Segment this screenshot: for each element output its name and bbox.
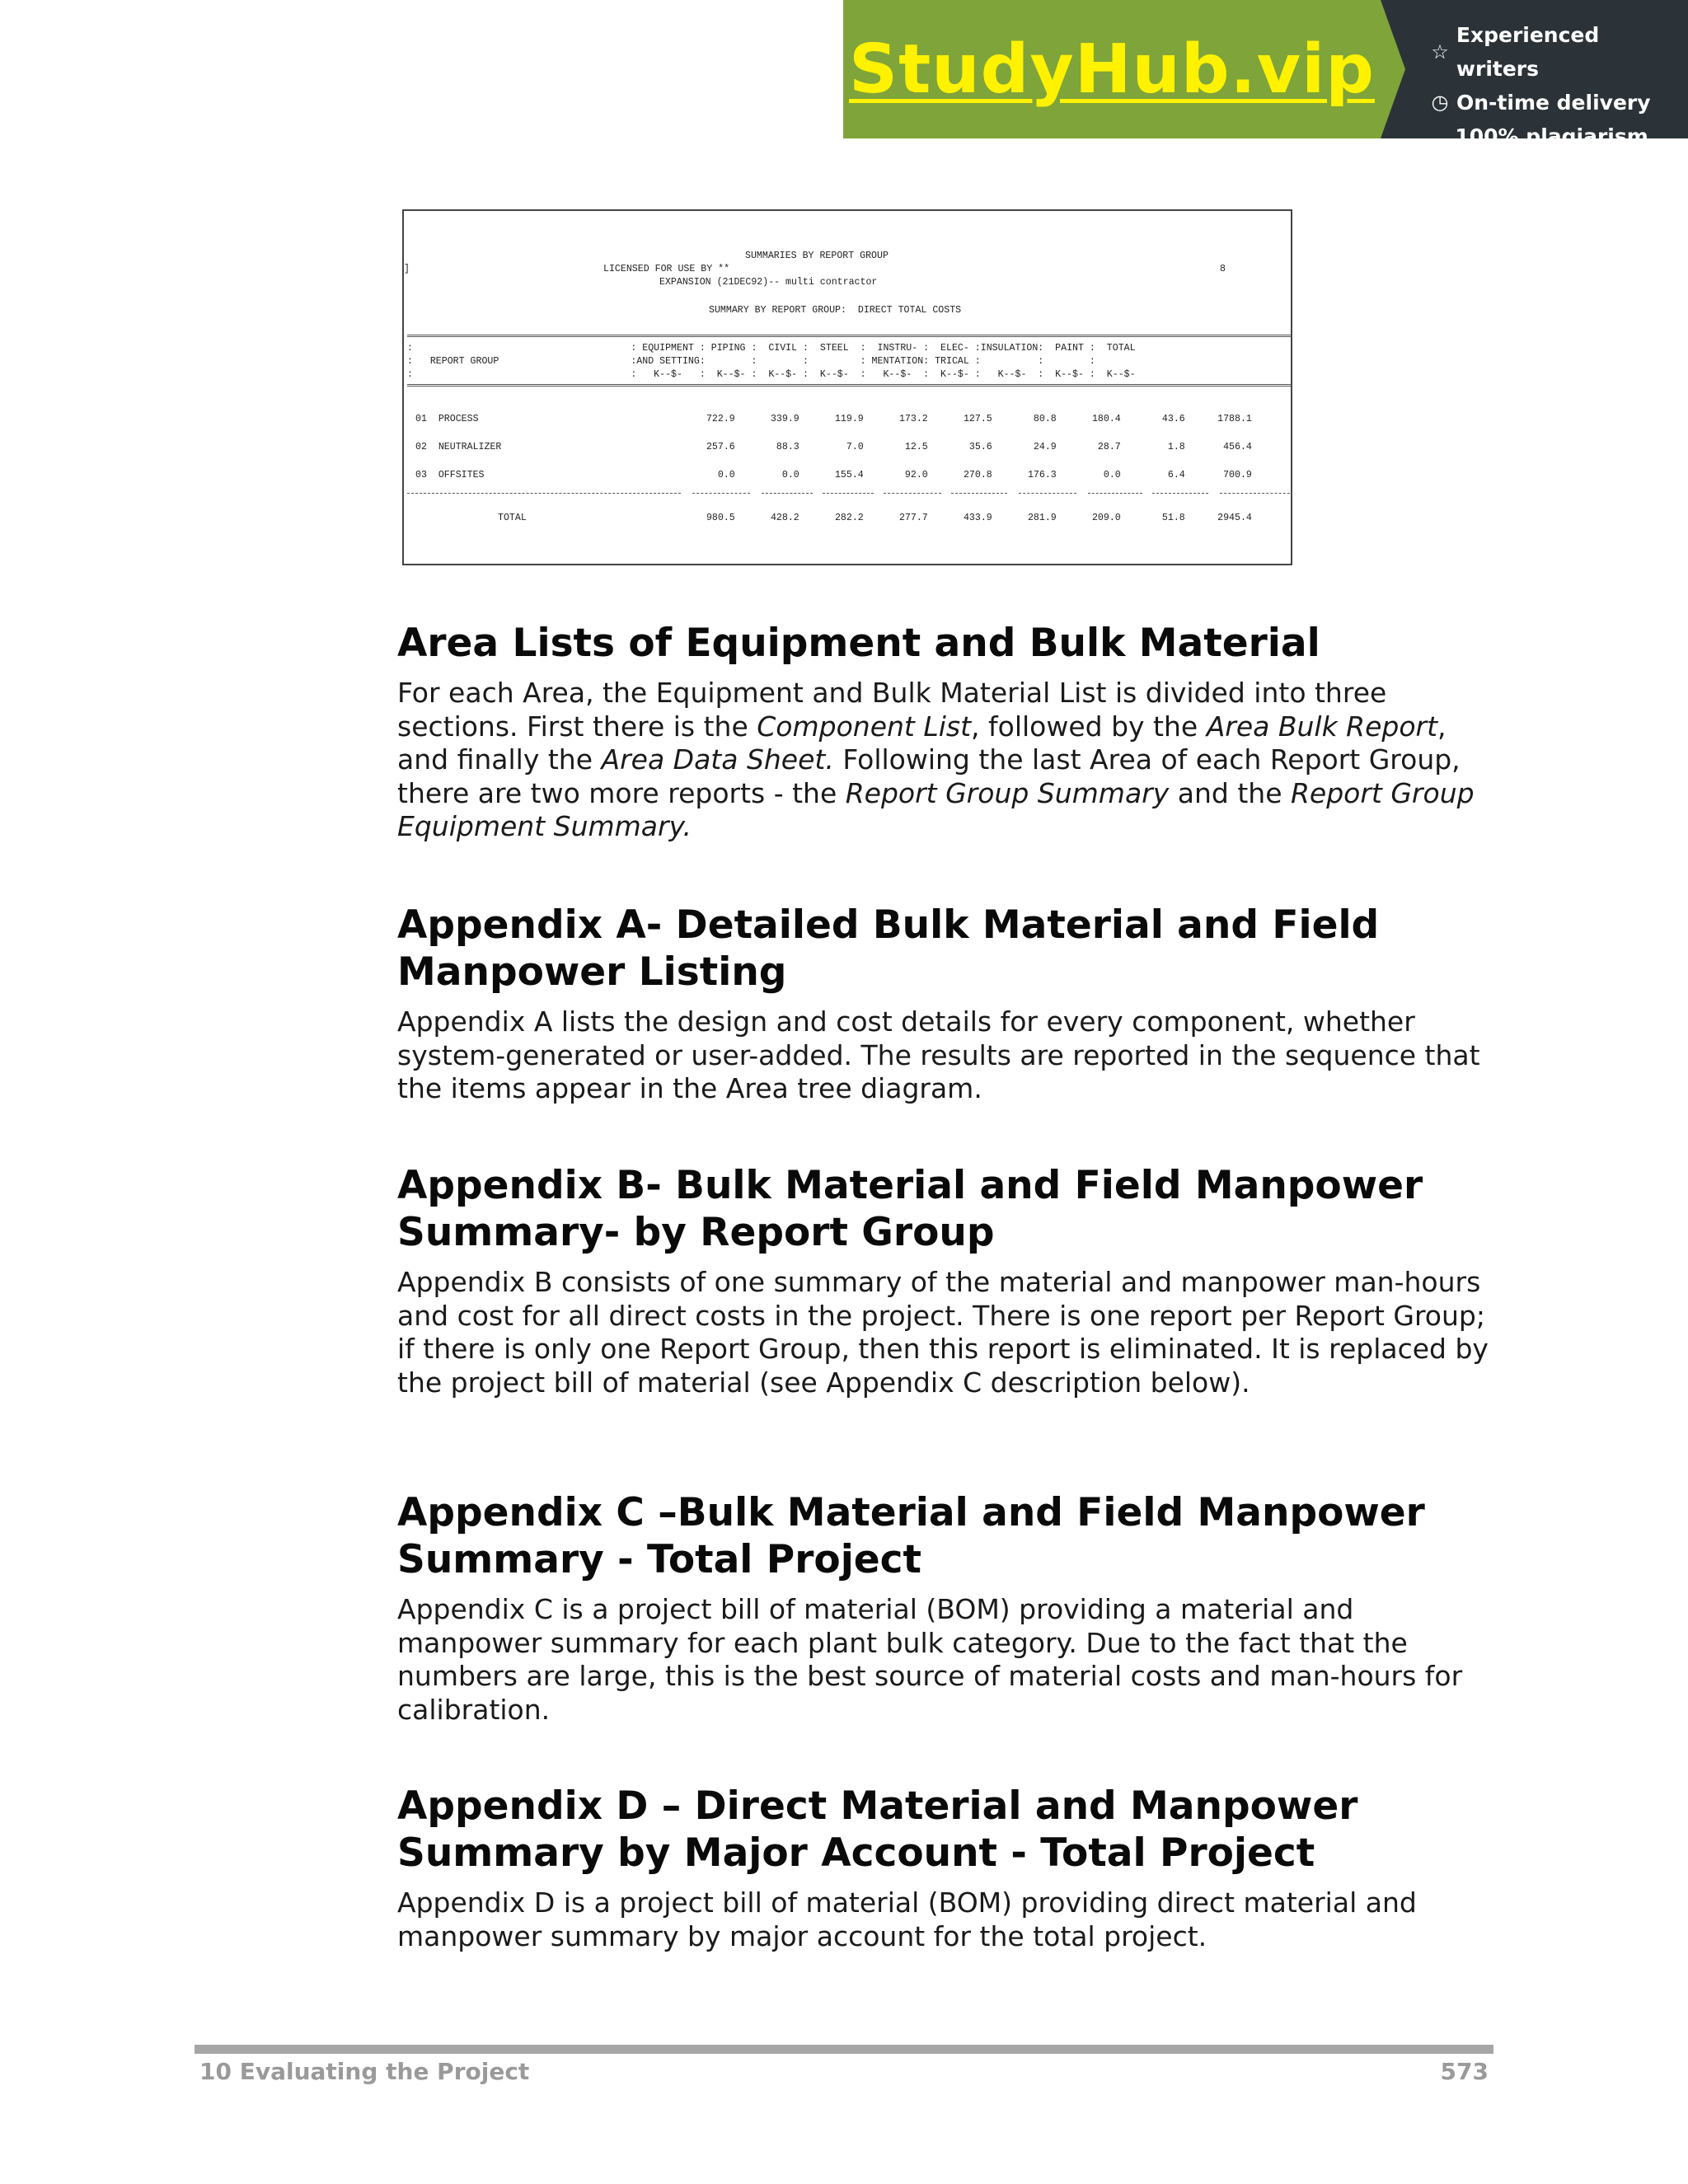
report-dash-rule (1220, 493, 1292, 494)
report-row-cell: 1.8 (1167, 442, 1185, 452)
report-dash-rule (692, 493, 750, 494)
report-row-cell: 700.9 (1223, 470, 1252, 480)
report-title: SUMMARIES BY REPORT GROUP (745, 251, 889, 261)
report-header-line: : : EQUIPMENT : PIPING : CIVIL : STEEL : INSTRU- : ELEC- :INSULATION: PAINT : TOTAL (407, 343, 1136, 354)
report-dash-rule (823, 493, 874, 494)
report-row-cell: 43.6 (1161, 414, 1185, 424)
report-row-label: 01 PROCESS (415, 414, 479, 424)
banner-point-text: Experienced writers (1456, 23, 1600, 81)
report-header-line: : REPORT GROUP :AND SETTING: : : : MENTATION: TRICAL : : : (407, 356, 1095, 367)
report-total-row-cell: 282.2 (834, 513, 864, 523)
report-dash-rule (1088, 493, 1142, 494)
section-heading: Appendix B- Bulk Material and Field Manpower Summary- by Report Group (397, 1163, 1423, 1255)
report-row-cell: 35.6 (968, 442, 992, 452)
report-row-cell: 88.3 (776, 442, 799, 452)
report-row-cell: 1788.1 (1217, 414, 1252, 424)
section-heading: Appendix D – Direct Material and Manpower Summary by Major Account - Total Project (397, 1783, 1358, 1876)
banner-point (1428, 86, 1688, 120)
banner-features (1381, 0, 1688, 182)
clock-icon: ◷ (1431, 91, 1449, 114)
section-heading: Appendix C –Bulk Material and Field Manpower Summary - Total Project (397, 1490, 1425, 1582)
logo-text: StudyHub.vip (849, 30, 1375, 109)
report-margin-mark: ] (404, 264, 410, 274)
report-row-cell: 12.5 (904, 442, 928, 452)
report-header-line: : : K--$- : K--$- : K--$- : K--$- : K--$- : K--$- : K--$- : K--$- : K--$- (407, 369, 1136, 380)
report-row-label: 03 OFFSITES (415, 470, 485, 480)
report-row-cell: 28.7 (1097, 442, 1121, 452)
report-page-number: 8 (1220, 264, 1226, 274)
report-total-row-cell: 51.8 (1161, 513, 1185, 523)
report-total-row-cell: 209.0 (1091, 513, 1121, 523)
report-license: LICENSED FOR USE BY ** (603, 264, 730, 274)
section-appendix-a (397, 902, 1493, 1106)
report-row-cell: 92.0 (904, 470, 928, 480)
studyhub-logo[interactable] (843, 0, 1381, 138)
section-appendix-c (397, 1489, 1493, 1727)
section-appendix-d (397, 1783, 1493, 1953)
report-row-cell: 0.0 (781, 470, 799, 480)
report-row-cell: 127.5 (963, 414, 992, 424)
report-row-cell: 270.8 (963, 470, 992, 480)
report-row-cell: 0.0 (717, 470, 735, 480)
footer-chapter: 10 Evaluating the Project (199, 2058, 530, 2085)
report-total-row-cell: 277.7 (898, 513, 928, 523)
report-dash-rule (1152, 493, 1208, 494)
report-row-label: 02 NEUTRALIZER (415, 442, 502, 452)
banner-point-text: On-time delivery (1456, 91, 1651, 115)
report-row-cell: 339.9 (770, 414, 799, 424)
report-total-row-cell: 281.9 (1027, 513, 1057, 523)
section-body: For each Area, the Equipment and Bulk Material List is divided into three sections. First there is the Component List, followed by the Area Bulk Report, and finally the Area Data Sheet. Following the last Area of each Report Group, there are two more reports - the Report Group Summary and the Report Group Equipment Summary. (397, 677, 1475, 842)
section-body: Appendix B consists of one summary of the material and manpower man-hours and cost for all direct costs in the project. There is one report per Report Group; if there is only one Report Group, then this report is eliminated. It is replaced by the project bill of material (see Appendix C description below). (397, 1266, 1489, 1399)
report-row-cell: 155.4 (834, 470, 864, 480)
report-expansion: EXPANSION (21DEC92)-- multi contractor (659, 277, 878, 288)
report-dash-rule (762, 493, 813, 494)
banner-point (1428, 120, 1688, 187)
report-row-cell: 24.9 (1033, 442, 1057, 452)
copy-icon: ⧉ (1432, 141, 1447, 165)
report-total-row-cell: 980.5 (706, 513, 735, 523)
report-double-rule (407, 384, 1291, 387)
report-row-cell: 7.0 (846, 442, 864, 452)
section-body: Appendix D is a project bill of material (BOM) providing direct material and manpower summary by major account for the total project. (397, 1886, 1417, 1952)
footer-page-number: 573 (1440, 2058, 1489, 2085)
report-total-row-cell: 2945.4 (1217, 513, 1252, 523)
report-row-cell: 0.0 (1103, 470, 1121, 480)
section-heading: Appendix A- Detailed Bulk Material and Field Manpower Listing (397, 902, 1380, 995)
section-area-lists (397, 620, 1493, 844)
banner-point-text: 100% plagiarism free (1455, 124, 1648, 182)
report-row-cell: 456.4 (1223, 442, 1252, 452)
report-row-cell: 80.8 (1033, 414, 1057, 424)
footer-rule (195, 2045, 1493, 2054)
report-row-cell: 6.4 (1167, 470, 1185, 480)
report-total-row-cell: 428.2 (770, 513, 799, 523)
report-row-cell: 257.6 (706, 442, 735, 452)
section-body: Appendix C is a project bill of material (BOM) providing a material and manpower summary for each plant bulk category. Due to the fact that the numbers are large, this is the best source of material costs and man-hours for calibration. (397, 1593, 1463, 1726)
report-row-cell: 180.4 (1091, 414, 1121, 424)
report-total-row-cell: 433.9 (963, 513, 992, 523)
section-body: Appendix A lists the design and cost details for every component, whether system-generated or user-added. The results are reported in the sequence that the items appear in the Area tree diagram. (397, 1005, 1480, 1104)
report-dash-rule (884, 493, 941, 494)
report-row-cell: 176.3 (1027, 470, 1057, 480)
section-heading: Area Lists of Equipment and Bulk Material (397, 621, 1320, 666)
banner-arrow-decoration (1381, 0, 1405, 138)
report-dash-rule (951, 493, 1007, 494)
report-double-rule (407, 335, 1291, 337)
report-row-cell: 119.9 (834, 414, 864, 424)
report-subtitle: SUMMARY BY REPORT GROUP: DIRECT TOTAL COSTS (709, 305, 962, 316)
report-total-row-label: TOTAL (498, 513, 527, 523)
report-row-cell: 722.9 (706, 414, 735, 424)
report-dash-rule (1019, 493, 1076, 494)
section-appendix-b (397, 1162, 1493, 1399)
report-group-summary-figure (402, 209, 1292, 565)
report-dash-rule (407, 493, 681, 494)
ad-banner[interactable] (843, 0, 1688, 182)
report-row-cell: 173.2 (898, 414, 928, 424)
banner-point (1428, 18, 1688, 86)
star-icon: ☆ (1431, 40, 1449, 63)
